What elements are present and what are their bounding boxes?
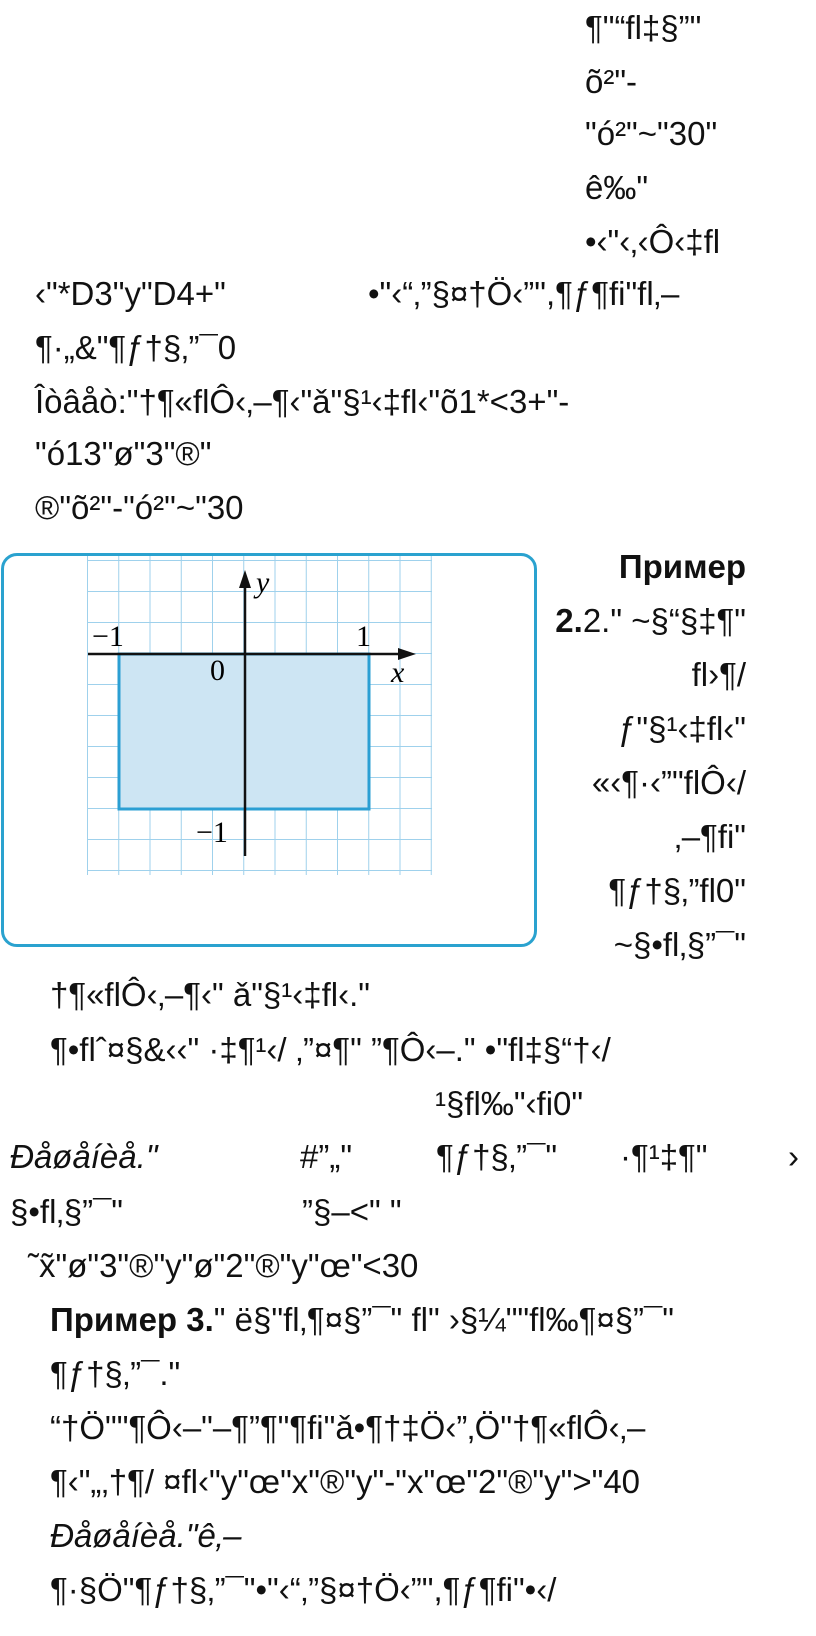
top-line-3: "ó²"~"30"	[585, 115, 718, 152]
text-line-24: Ðåøåíèå."ê‚–	[50, 1517, 242, 1554]
text-line-mid-1: †¶«flÔ‹‚–¶‹" ǎ"§¹‹‡fl‹."	[50, 976, 370, 1013]
text-line-9: "ó13"ø"3"®"	[35, 435, 212, 472]
example-2-line-5: ‚–¶fi"	[674, 818, 746, 855]
example-2-line-3: ƒ"§¹‹‡fl‹"	[618, 710, 746, 747]
text-line-6b: •"‹“‚”§¤†Ö‹”",¶ƒ¶fi"fl‚–	[368, 275, 680, 312]
text-line-18b: ”§–<" "	[302, 1193, 402, 1230]
example-2-line-6: ¶ƒ†§‚”fl0"	[608, 872, 746, 909]
top-line-1: ¶"“fl‡§”"	[585, 9, 702, 46]
top-line-4: ê‰"	[585, 169, 649, 206]
solution-item-2: #”„"	[300, 1138, 353, 1175]
coordinate-grid-figure	[4, 556, 534, 944]
example-2-title: Пример	[618, 548, 746, 585]
example-3-line	[50, 1300, 674, 1340]
solution-item-4: ·¶¹‡¶"	[620, 1138, 708, 1175]
text-line-19: ˜x̃"ø"3"®"y"ø"2"®"y"œ"<30	[28, 1247, 419, 1284]
example-2-line-1: 2.2." ~§“§‡¶"	[555, 602, 746, 639]
y-axis-arrow	[239, 570, 251, 588]
text-line-6a: ‹"*D3"y"D4+"	[35, 275, 226, 312]
text-line-22: “†Ö""¶Ô‹–"–¶”¶"¶fi"ǎ•¶†‡Ö‹”‚Ö"†¶«flÔ‹‚–	[50, 1409, 646, 1446]
example-2-line-2: fl›¶/	[691, 656, 746, 693]
example-3-label: Пример 3.	[50, 1301, 214, 1338]
x-axis-label: x	[391, 656, 405, 689]
origin-label: 0	[210, 654, 225, 687]
minus-one-x-label: −1	[92, 620, 124, 653]
one-x-label: 1	[356, 620, 371, 653]
solution-item-3: ¶ƒ†§‚”¯"	[436, 1138, 558, 1175]
top-line-2: õ²"-	[585, 63, 638, 100]
text-line-23: ¶‹"„‚†¶/ ¤fl‹"y"œ"x"®"y"-"x"œ"2"®"y">"40	[50, 1463, 641, 1500]
top-line-5: •‹"‹‚‹Ô‹‡fl	[585, 223, 721, 260]
figure-frame	[1, 553, 537, 947]
solution-item-5: ›	[788, 1138, 799, 1175]
text-line-8: Îòâåò:"†¶«flÔ‹‚–¶‹"ǎ"§¹‹‡fl‹"õ1*<3+"-	[35, 383, 570, 420]
text-line-25: ¶·§Ö"¶ƒ†§‚”¯"•"‹“‚”§¤†Ö‹”",¶ƒ¶fi"•‹/	[50, 1571, 557, 1608]
example-2-line-7: ~§•fl‚§”¯"	[613, 926, 746, 963]
text-line-mid-3: ¹§fl‰"‹fi0"	[435, 1085, 584, 1122]
text-line-7: ¶·„&"¶ƒ†§‚”¯0	[35, 329, 237, 366]
solution-label: Ðåøåíèå."	[10, 1138, 158, 1175]
text-line-18a: §•fl‚§”¯"	[10, 1193, 124, 1230]
text-line-10: ®"õ²"-"ó²"~"30	[35, 489, 244, 526]
example-2-column	[540, 540, 746, 972]
text-line-21: ¶ƒ†§‚”¯."	[50, 1355, 181, 1392]
example-2-line-1-text: 2." ~§“§‡¶"	[582, 602, 746, 639]
y-axis-label: y	[256, 566, 270, 599]
text-line-mid-2: ¶•flˆ¤§&‹‹" ·‡¶¹‹/ ‚”¤¶" ”¶Ô‹–." •"fl‡§“†‹/	[50, 1031, 611, 1068]
example-3-text: " ë§"fl‚¶¤§”¯" fl" ›§¼""fl‰¶¤§”¯"	[213, 1301, 674, 1338]
example-2-line-4: «‹¶·‹”"flÔ‹/	[591, 764, 746, 801]
minus-one-y-label: −1	[196, 816, 228, 849]
